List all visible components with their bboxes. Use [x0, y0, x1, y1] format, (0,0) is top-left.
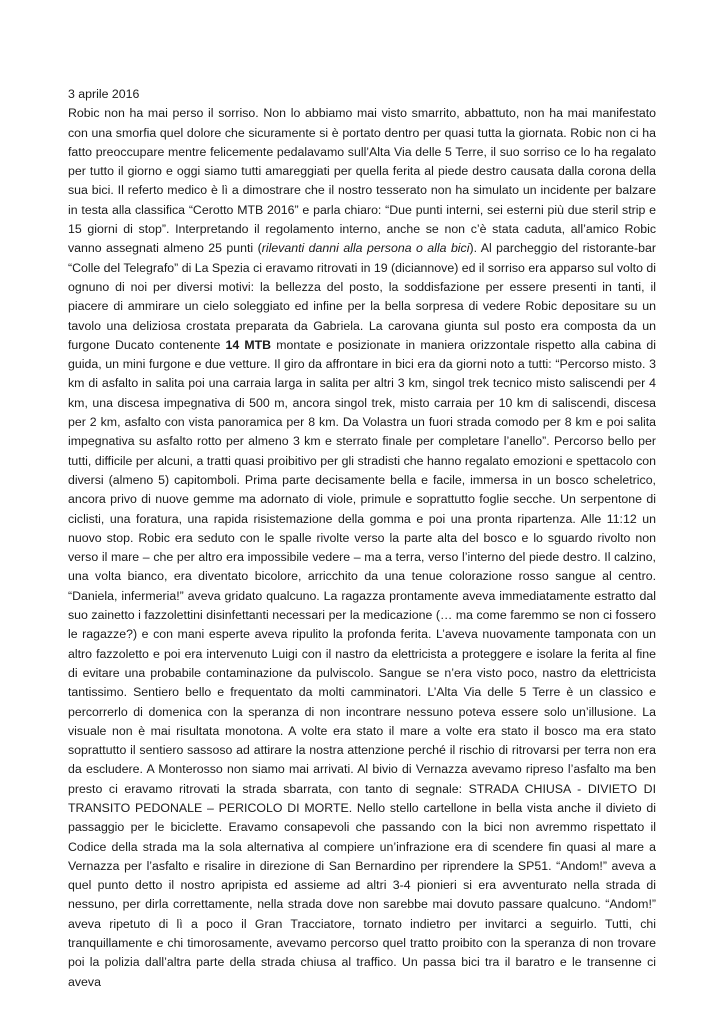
text-segment: montate e posizionate in maniera orizzontale rispetto alla cabina di guida, un mini furgone e due vetture. Il giro da affrontare in bici era da giorni noto a tutti: “Percorso misto. 3 km di asfalto in salita poi una carraia larga in salita per altri 3 km, singol trek tecnico misto saliscendi per 4 km, una discesa impegnativa di 500 m, ancora singol trek, misto carraia per 10 km di saliscendi, discesa per 2 km, asfalto con vista panoramica per 8 km. Da Volastra un fuori strada comodo per 8 km e poi salita impegnativa su asfalto rotto per almeno 3 km e sterrato finale per completare l’anello”. Percorso bello per tutti, difficile per alcuni, a tratti quasi proibitivo per gli stradisti che hanno regalato emozioni e spettacolo con diversi (almeno 5) capitomboli. Prima parte decisamente bella e facile, immersa in un bosco scheletrico, ancora privo di nuove gemme ma adornato di viole, primule e soprattutto foglie secche. Un serpentone di ciclisti, una foratura, una rapida risistemazione della gomma e poi una pronta ripartenza. Alle 11:12 un nuovo stop. Robic era seduto con le spalle rivolte verso la parte alta del bosco e lo sguardo rivolto non verso il mare – che per altro era impossibile vedere – ma a terra, verso l’interno del piede destro. Il calzino, una volta bianco, era diventato bicolore, arricchito da una tenue colorazione rosso sangue al centro. “Daniela, infermeria!” aveva gridato qualcuno. La ragazza prontamente aveva immediatamente estratto dal suo zainetto i fazzolettini disinfettanti necessari per la medicazione (… ma come faremmo se non ci fossero le ragazze?) e con mani esperte aveva ripulito la profonda ferita. L’aveva nuovamente tamponata con un altro fazzoletto e poi era intervenuto Luigi con il nastro da elettricista a proteggere e isolare la ferita al fine di evitare una probabile contaminazione da pulviscolo. Sangue se n’era visto poco, nastro da elettricista tantissimo. Sentiero bello e frequentato da molti camminatori. L’Alta Via delle 5 Terre è un classico e percorrerlo di domenica con la speranza di non incontrare nessuno poteva essere solo un’illusione. La visuale non è mai risultata monotona. A volte era stato il mare a volte era stato il bosco ma era stato soprattutto il sentiero sassoso ad attirare la nostra attenzione perché il rischio di ritrovarsi per terra non era da escludere. A Monterosso non siamo mai arrivati. Al bivio di Vernazza avevamo ripreso l’asfalto ma ben presto ci eravamo ritrovati la strada sbarrata, con tanto di segnale: STRADA CHIUSA - DIVIETO DI TRANSITO PEDONALE – PERICOLO DI MORTE. Nello stello cartellone in bella vista anche il divieto di passaggio per le biciclette. Eravamo consapevoli che passando con la bici non avremmo rispettato il Codice della strada ma la sola alternativa al compiere un’infrazione era di scendere fin quasi al mare a Vernazza per l’asfalto e risalire in direzione di San Bernardino per riprendere la SP51. “Andom!” aveva a quel punto detto il nostro apripista ed assieme ad altri 3-4 pionieri si era avventurato nella strada di nessuno, per dirla correttamente, nella strada dove non sarebbe mai dovuto passare qualcuno. “Andom!” aveva ripetuto di lì a poco il Gran Tracciatore, tornato indietro per invitarci a seguirlo. Tutti, chi tranquillamente e chi timorosamente, avevamo percorso quel tratto proibito con la speranza di non trovare poi la polizia dall’altra parte della strada chiusa al traffico. Un passa bici tra il baratro e le transenne ci aveva [68, 337, 656, 989]
bold-text-segment: 14 MTB [225, 337, 272, 352]
document-date: 3 aprile 2016 [68, 87, 140, 101]
text-segment: ). Al parcheggio del ristorante-bar “Colle del Telegrafo” di La Spezia ci eravamo ritrovati in 19 (diciannove) ed il sorriso era apparso sul volto di ognuno di noi per diversi motivi: la bellezza del posto, la soddisfazione per essere presenti in tanti, il piacere di ammirare un cielo soleggiato ed infine per la bella sorpresa di vedere Robic depositare su un tavolo una deliziosa crostata preparata da Gabriela. La carovana giunta sul posto era composta da un furgone Ducato contenente [68, 241, 656, 352]
text-segment: Robic non ha mai perso il sorriso. Non lo abbiamo mai visto smarrito, abbattuto, non ha mai manifestato con una smorfia quel dolore che sicuramente si è portato dentro per quasi tutta la giornata. Robic non ci ha fatto preoccupare mentre felicemente pedalavamo sull’Alta Via delle 5 Terre, il suo sorriso ce lo ha regalato per tutto il giorno e oggi siamo tutti amareggiati per quella ferita al piede destro causata dalla corona della sua bici. Il referto medico è lì a dimostrare che il nostro tesserato non ha simulato un incidente per balzare in testa alla classifica “Cerotto MTB 2016” e parla chiaro: “Due punti interni, sei esterni più due steril strip e 15 giorni di stop”. Interpretando il regolamento interno, anche se non c’è stata caduta, all’amico Robic vanno assegnati almeno 25 punti ( [68, 106, 656, 256]
italic-text-segment: rilevanti danni alla persona o alla bici [261, 241, 470, 256]
body-paragraph [68, 104, 656, 992]
document-content [68, 85, 656, 992]
